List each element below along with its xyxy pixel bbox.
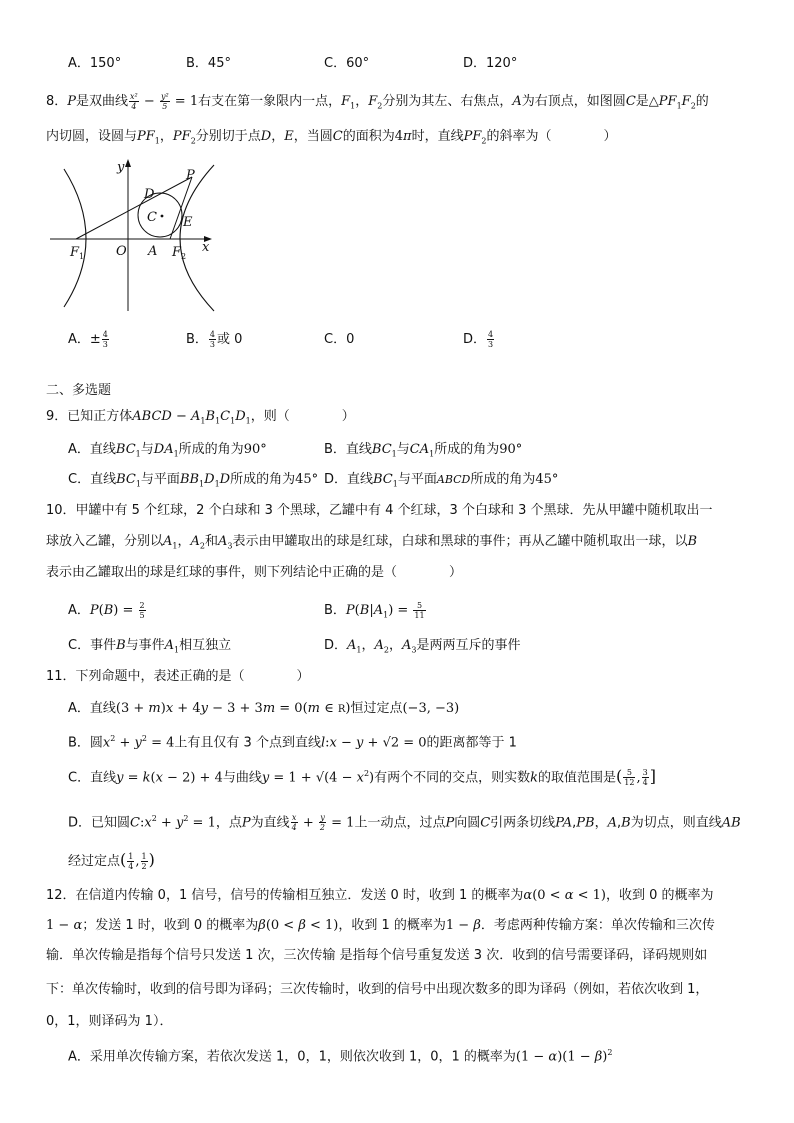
fig-label-y: y <box>117 160 125 175</box>
q10-option-a: A．P(B) = $\frac{2}{5}$ <box>68 601 145 620</box>
q12-stem-line2: 1 − α；发送 1 时，收到 0 的概率为β(0 < β < 1)，收到 1 的概率为1 − β．考虑两种传输方案：单次传输和三次传 <box>46 918 715 933</box>
q8-stem-line1: 8．P是双曲线 $\frac{\text{x²}}{4}$ − $\frac{\text{y²}}{5}$ = 1右支在第一象限内一点，$F_1$，$F_2$分别为其左、右焦点，A为右顶点，如图圆C是$\triangle PF_1F_2$的 <box>46 92 709 111</box>
q12-option-a: A．采用单次传输方案，若依次发送 1，0，1，则依次收到 1，0，1 的概率为$(1 - \alpha)(1 - \beta)^2$ <box>68 1048 613 1065</box>
fig-label-o: O <box>116 244 127 259</box>
q8-option-c: C．0 <box>324 332 355 347</box>
q11-option-a: A．直线(3 + m)x + 4y − 3 + 3m = 0(m ∈ R)恒过定点(−3, −3) <box>68 701 460 716</box>
q8-option-b: B． $\frac{4}{3}$ 或 0 <box>186 330 243 349</box>
q7-option-a: A．150° <box>68 56 122 71</box>
q7-option-d: D．120° <box>463 56 518 71</box>
fig-label-p: P <box>186 168 195 183</box>
q10-option-d: D．$A_1$，$A_2$，$A_3$是两两互斥的事件 <box>324 638 521 655</box>
q12-stem-line3: 输．单次传输是指每个信号只发送 1 次，三次传输 是指每个信号重复发送 3 次．收到的信号需要译码，译码规则如 <box>46 948 708 963</box>
fig-label-x: x <box>202 240 210 255</box>
fig-label-c: C <box>147 210 157 225</box>
q10-stem-line1: 10．甲罐中有 5 个红球，2 个白球和 3 个黑球，乙罐中有 4 个红球，3 个白球和 3 个黑球．先从甲罐中随机取出一 <box>46 503 713 518</box>
section-title-multi-choice: 二、多选题 <box>46 383 112 398</box>
q8-hyperbola-figure <box>46 155 226 315</box>
q11-option-d: D．已知圆$C:x^2 + y^2 = 1$，点P为直线 $\frac{x}{4}$ + $\frac{y}{2}$ = 1上一动点，过点P向圆C引两条切线PA,PB，A,B为切点，则直线AB <box>68 813 741 833</box>
q9-option-c: C．直线$BC_1$与平面$BB_1D_1D$所成的角为45° <box>68 472 319 489</box>
q9-option-d: D．直线$BC_1$与平面ABCD所成的角为45° <box>324 472 559 489</box>
q11-option-c: C．直线y = k(x − 2) + 4与曲线$y = 1 + √(4 - x^2)$有两个不同的交点，则实数k的取值范围是( $\frac{5}{12}$ , $\frac{3}{4}$ ] <box>68 766 656 788</box>
q9-stem: 9．已知正方体ABCD − $A_1B_1C_1D_1$，则（ ） <box>46 409 355 426</box>
q11-option-d-line2: 经过定点( $\frac{1}{4}$ , $\frac{1}{2}$ ) <box>68 850 155 871</box>
q7-option-c: C．60° <box>324 56 370 71</box>
fig-label-d: D <box>144 187 155 202</box>
fig-label-f1: $F_1$ <box>70 245 85 261</box>
q10-option-c: C．事件B与事件$A_1$相互独立 <box>68 638 232 655</box>
q9-option-b: B．直线$BC_1$与$CA_1$所成的角为90° <box>324 442 523 459</box>
q9-option-a: A．直线$BC_1$与$DA_1$所成的角为90° <box>68 442 267 459</box>
q8-option-a: A．± $\frac{4}{3}$ <box>68 330 108 349</box>
q10-option-b: B．$P(B|A_1)$ = $\frac{5}{11}$ <box>324 601 425 620</box>
q10-stem-line3: 表示由乙罐取出的球是红球的事件，则下列结论中正确的是（ ） <box>46 565 463 580</box>
q10-stem-line2: 球放入乙罐，分别以$A_1$，$A_2$和$A_3$表示由甲罐取出的球是红球，白球和黑球的事件；再从乙罐中随机取出一球，以B <box>46 534 698 551</box>
q11-stem: 11．下列命题中，表述正确的是（ ） <box>46 669 310 684</box>
q8-stem-line2: 内切圆，设圆与$PF_1$，$PF_2$分别切于点D，E，当圆C的面积为4π时，直线$PF_2$的斜率为（ ） <box>46 129 617 146</box>
q12-stem-line5: 0，1，则译码为 1）． <box>46 1014 173 1029</box>
q8-option-d: D． $\frac{4}{3}$ <box>463 330 494 349</box>
q7-option-b: B．45° <box>186 56 231 71</box>
q12-stem-line1: 12．在信道内传输 0，1 信号，信号的传输相互独立．发送 0 时，收到 1 的概率为α(0 < α < 1)，收到 0 的概率为 <box>46 888 714 903</box>
fig-label-a: A <box>148 244 158 259</box>
q12-stem-line4: 下：单次传输时，收到的信号即为译码；三次传输时，收到的信号中出现次数多的即为译码（例如，若依次收到 1， <box>46 982 709 997</box>
fig-label-e: E <box>183 215 193 230</box>
q11-option-b: B．圆$x^2 + y^2 = 4$上有且仅有 3 个点到直线l:x − y + √2 = 0的距离都等于 1 <box>68 734 517 751</box>
fig-label-f2: $F_2$ <box>172 245 187 261</box>
